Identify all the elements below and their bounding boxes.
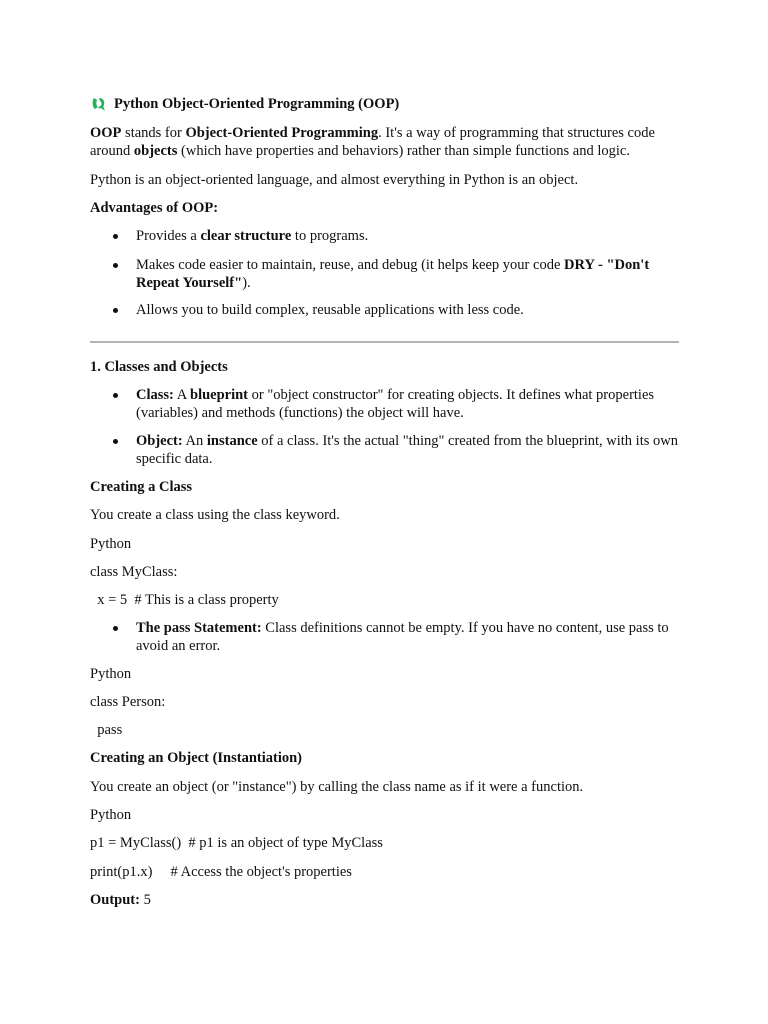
pass-statement-text xyxy=(136,619,680,655)
bullet-icon xyxy=(113,263,118,268)
code-line: p1 = MyClass() # p1 is an object of type MyClass xyxy=(90,835,383,851)
python-oop-logo-icon xyxy=(90,95,108,113)
list-item xyxy=(113,619,680,655)
intro-text-2: . It's a way of programming that structures code around xyxy=(90,125,655,159)
oop-abbr: OOP xyxy=(90,125,122,141)
object-post: of a class. It's the actual "thing" created from the blueprint, with its own specific data. xyxy=(136,433,678,467)
bullet-icon xyxy=(113,393,118,398)
code-line: pass xyxy=(90,722,123,738)
list-item xyxy=(113,386,680,422)
pass-text: Class definitions cannot be empty. If you have no content, use pass to avoid an error. xyxy=(136,620,669,654)
class-definition-text xyxy=(136,386,680,422)
adv1-bold: clear structure xyxy=(200,228,292,244)
object-bold: instance xyxy=(206,433,258,449)
list-item xyxy=(113,256,680,292)
list-item xyxy=(113,432,680,468)
python-oo-line: Python is an object-oriented language, and almost everything in Python is an object. xyxy=(90,172,579,188)
section1-heading xyxy=(90,358,680,376)
advantages-heading xyxy=(90,199,680,217)
creating-class-heading xyxy=(90,478,680,496)
class-pre: A xyxy=(173,387,190,403)
output-label: Output: xyxy=(90,892,140,908)
class-label: Class: xyxy=(136,387,174,403)
objects-term: objects xyxy=(133,143,178,159)
code-language-label: Python xyxy=(90,666,132,682)
title-text: Python Object-Oriented Programming (OOP) xyxy=(114,96,400,112)
intro-text-3: (which have properties and behaviors) rather than simple functions and logic. xyxy=(177,143,630,159)
object-label: Object: xyxy=(136,433,183,449)
section1-heading-text: 1. Classes and Objects xyxy=(90,359,228,375)
adv2-post: ). xyxy=(242,275,251,291)
object-pre: An xyxy=(182,433,207,449)
code-line: x = 5 # This is a class property xyxy=(90,592,279,608)
bullet-icon xyxy=(113,439,118,444)
creating-class-desc: You create a class using the class keyword. xyxy=(90,507,340,523)
creating-class-heading-text: Creating a Class xyxy=(90,479,193,495)
pass-label: The pass Statement: xyxy=(136,620,262,636)
advantage-1-text xyxy=(136,227,680,245)
class-bold: blueprint xyxy=(190,387,249,403)
adv1-pre: Provides a xyxy=(136,228,201,244)
creating-object-heading xyxy=(90,749,680,767)
object-definition-text xyxy=(136,432,680,468)
bullet-icon xyxy=(113,308,118,313)
list-item xyxy=(113,301,680,319)
intro-text-1: stands for xyxy=(121,125,186,141)
document-title xyxy=(90,95,680,113)
output-value: 5 xyxy=(139,892,151,908)
code-language-label: Python xyxy=(90,536,132,552)
code-line: class MyClass: xyxy=(90,564,178,580)
advantage-2-text xyxy=(136,256,680,292)
bullet-icon xyxy=(113,234,118,239)
intro-paragraph xyxy=(90,124,680,160)
section-divider xyxy=(90,341,679,343)
creating-object-heading-text: Creating an Object (Instantiation) xyxy=(90,750,302,766)
oop-full-name: Object-Oriented Programming xyxy=(185,125,379,141)
creating-object-desc: You create an object (or "instance") by calling the class name as if it were a function. xyxy=(90,779,584,795)
code-language-label: Python xyxy=(90,807,132,823)
bullet-icon xyxy=(113,626,118,631)
class-post: or "object constructor" for creating objects. It defines what properties (variables) and methods (functions) the object will have. xyxy=(136,387,655,421)
code-line: print(p1.x) # Access the object's properties xyxy=(90,864,352,880)
adv2-pre: Makes code easier to maintain, reuse, and debug (it helps keep your code xyxy=(136,257,565,273)
code-line: class Person: xyxy=(90,694,166,710)
advantage-3-text: Allows you to build complex, reusable applications with less code. xyxy=(136,302,524,318)
list-item xyxy=(113,227,680,245)
adv2-bold: DRY - "Don't Repeat Yourself" xyxy=(136,257,650,291)
output-line xyxy=(90,891,680,909)
advantages-heading-text: Advantages of OOP: xyxy=(90,200,219,216)
adv1-post: to programs. xyxy=(291,228,369,244)
